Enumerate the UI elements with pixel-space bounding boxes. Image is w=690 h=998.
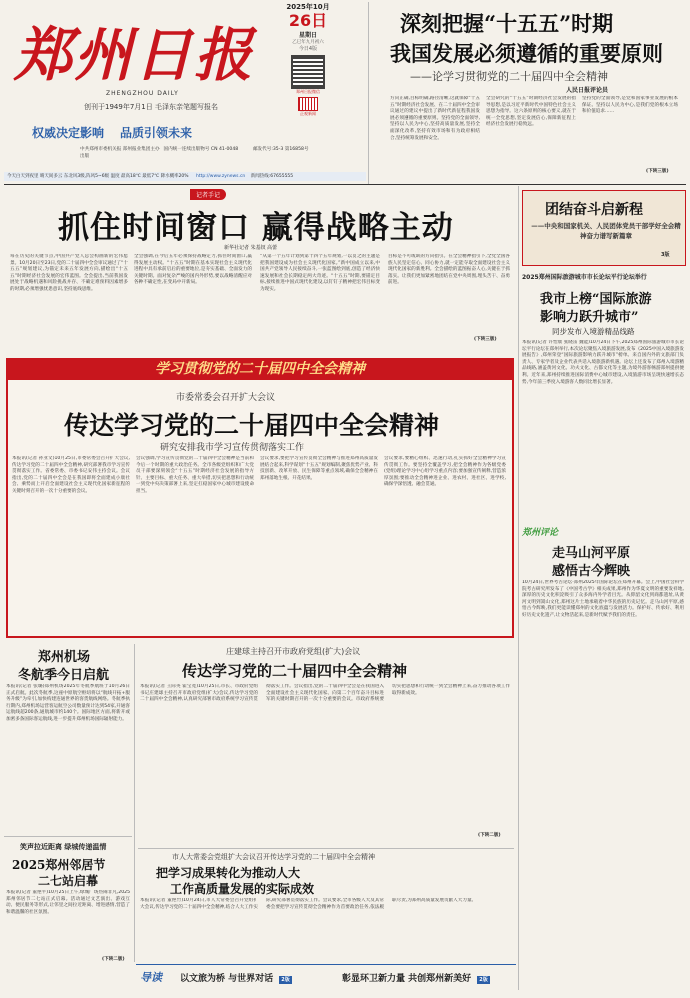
sponsor-line: 中共郑州市委机关报 郑州报业集团主办出版: [80, 147, 160, 159]
airport-title-2[interactable]: 冬航季今日启航: [18, 668, 110, 683]
lead-commentary: [370, 4, 688, 182]
neighbor-kicker: 笑声拉近距离 绿城传递温情: [20, 843, 107, 851]
airport-title-1[interactable]: 郑州机场: [38, 650, 91, 665]
website-link[interactable]: http://www.zynews.cn: [196, 174, 246, 179]
feature-box: [6, 358, 514, 638]
government-meeting-story: [138, 644, 514, 844]
commentary-body-1: 方向正确,目标明确,路径清晰,这就保障“十五五”时期经济社会发展、在二十届四中全会审议通过的建议中提出了新时代新征程我国发展必须遵循的重要原则。坚持党的全面领导,坚持以人民为中心,坚持高质量发展,坚持全面深化改革,坚持有效市场和有为政府相结合,坚持统筹发展和安全。: [390, 96, 480, 141]
commentary-small: [522, 520, 686, 988]
footer-nav-item-1-label: 以文旅为桥 与世界对话: [180, 974, 274, 984]
issn-line: 国内统一连续出版物号 CN 41-0048: [163, 147, 239, 152]
tag-label: 记者手记: [196, 192, 221, 199]
neighbor-title-2[interactable]: 二七站启幕: [38, 874, 99, 888]
commentary-title-line1[interactable]: 深刻把握“十五五”时期: [400, 11, 614, 36]
tourism-title-2[interactable]: 影响力跃升城市”: [540, 310, 639, 325]
feature-col1: 本报讯(记者 孙亚文)10月25日,市委常委会召开扩大会议,传达学习党的二十届四中全会精神,研究部署我市学习宣传贯彻落实工作。省委常委、市委书记安伟主持会议。会议指出,党的二十届四中全会是在我国即将全面建成小康社会、乘势而上开启全面建设社会主义现代化国家新征程的关键时刻召开的一次十分重要的会议。: [12, 456, 130, 494]
right-rail-feature: [522, 190, 686, 266]
main-headline-col1: 每在历史的关键节点,中国共产党人总会构画新的宏伟愿景。10月20日至23日,党的二十届四中全会审议通过了“十五五”规划建议,为锚定未来五年发展方向,描绘出“十五五”时期经济社会发展的宏伟蓝图。全会提出,当前我国发展处于战略机遇和风险挑战并存、不确定难预料因素增多的时期,必须增强忧患意识,坚持底线思维。: [10, 254, 128, 292]
npc-story: [138, 848, 514, 962]
tourism-title-1[interactable]: 我市上榜“国际旅游: [540, 292, 652, 307]
lunar-date: 乙巳年九月初六: [292, 40, 324, 45]
footer-nav-item-2-label: 彰显环卫新力量 共创郑州新美好: [342, 974, 472, 984]
footer-nav: [136, 964, 516, 990]
footer-nav-item-2[interactable]: [342, 971, 490, 984]
government-kicker: 庄建球主持召开市政府党组(扩大)会议: [226, 647, 361, 656]
qr-code-icon-2[interactable]: [298, 97, 318, 111]
weather-text: 今天白天到夜里 晴天间多云 东北风3级,阵风5~6级 温度 最高18℃ 最低7℃ 降水概率20%: [7, 174, 189, 179]
date-box: [276, 2, 340, 114]
feature-col4: 会议要求,要精心组织、迅速行动,扎实抓好全会精神学习宣传贯彻工作。要坚持全覆盖学习,把全会精神作为各级党委(党组)理论学习中心组学习重点内容;要加强宣传阐释,营造浓厚氛围;要推动全会精神进企业、进农村、进社区、进学校,确保学深悟透、融会贯通。: [384, 456, 506, 488]
commentary-continued: (下转三版): [646, 169, 669, 174]
feature-col3: 会议要求,要把学习宣传贯彻全会精神与推进郑州高质量发展结合起来,科学谋划“十五五”规划编制,聚焦优势产业、科技创新、改革开放、民生保障等重点领域,确保全会精神在郑州落地生根、开花结果。: [260, 456, 378, 481]
newspaper-pinyin: ZHENGZHOU DAILY: [106, 90, 179, 97]
commentary-body-2: 全会研究的“十五五”时期经济社会发展的指导思想,是以习近平新时代中国特色社会主义思想为指导。这六条原则的核心要义,就在于统一全党思想,坚定发展信心,保障新征程上经济社会发展行稳致远。: [486, 96, 576, 128]
main-headline-title[interactable]: 抓住时间窗口 赢得战略主动: [58, 210, 454, 246]
feature-col2: 会议强调,学习宣传贯彻党的二十届四中全会精神是当前和今后一个时期的重大政治任务。全市各级党组织和广大党员干部要深刻领会“十五五”时期经济社会发展的指导方针、主要目标、重大任务、重大举措,切实把思想和行动统一到党中央决策部署上来,坚定扛稳国家中心城市建设使命担当。: [136, 456, 254, 494]
tourism-subtitle: 同步发布入境游精品线路: [552, 327, 635, 336]
commentary-small-title-2[interactable]: 感悟古今辉映: [552, 564, 631, 579]
government-title[interactable]: 传达学习党的二十届四中全会精神: [182, 662, 408, 680]
issue-code: 邮发代号:35-3 第16858号: [252, 147, 309, 152]
commentary-title-line2[interactable]: 我国发展必须遵循的重要原则: [390, 41, 663, 66]
commentary-small-body: 10月24日,世界考古论坛·郑州2025年国际论坛在郑州开幕。会上,中国社会科学院考古研究所发布了《中国考古学》相关成果,郑州作为华夏文明的重要发祥地,深厚的历史文化积淀吸引了众多海内外学者目光。从仰韶文化到商都遗址,从黄河文明到嵩山文化,郑州这片土地承载着中华民族的历史记忆。走马山河平原,感悟古今辉映,我们更能读懂郑州的文化底蕴与发展活力。保护好、传承好、利用好历史文化遗产,让文物活起来,是新时代赋予我们的责任。: [522, 580, 684, 618]
commentary-subtitle: ——论学习贯彻党的二十届四中全会精神: [410, 70, 608, 83]
main-headline-byline: 新华社记者 朱基钗 高蕾: [224, 245, 278, 251]
commentary-small-title-1[interactable]: 走马山河平原: [552, 546, 631, 561]
qr-code-icon[interactable]: [291, 55, 325, 89]
neighbor-body: 本报讯(记者 董艳平)10月25日上午,绿城广场热闹非凡,2025郑州邻居节二七站正式启幕。活动通过文艺演出、游戏互动、便民服务等形式,让邻里之间拉近距离、增进感情,营造了和谐温馨的社区氛围。: [6, 890, 130, 915]
footer-nav-label: 导读: [140, 971, 162, 984]
airport-body: 本报讯(记者 张璐)郑州机场2025年冬航季航班于10月26日正式启航。此次冬航季,这座中原航空枢纽将以“航线开拓+服务升级”为牵引,加快构建连通世界的客货航线网络。冬航季执行期内,郑州机场运营客运航空公司数量预计达到54家,开通客运航线超200条,通航城市约140个。国际地区方面,将新开或加密多条国际客运航线,进一步提升郑州机场国际辐射能力。: [6, 684, 130, 722]
right-rail-page: 3版: [661, 252, 670, 258]
publisher-bar: [80, 146, 340, 168]
government-body: 本报讯(记者 王际英 霍宝宽)10月25日,市长、市政府党组书记庄建球主持召开市政府党组(扩大)会议,传达学习党的二十届四中全会精神,认真研究部署市政府系统学习宣传贯彻落实工作。会议指出,党的二十届四中全会是在我国进入全面建设社会主义现代化国家、向第二个百年奋斗目标进军的关键时期召开的一次十分重要的会议。市政府系统要切实把思想和行动统一到全会精神上来,奋力推动各项工作取得新成效。: [140, 684, 510, 703]
main-headline-col2: 全会强调,在今后五年必须保持战略定力,抓住时间窗口,赢得发展主动权。“十五五”时期在基本实现社会主义现代化进程中具有承前启后的重要地位,是夯实基础、全面发力的关键时期。面对复杂严峻的国内外形势,要以战略清醒应对各种不确定性,在变局中开新局。: [134, 254, 252, 286]
qr-caption: 郑州日报微信: [296, 89, 320, 94]
slogan-right: 品质引领未来: [120, 126, 193, 140]
neighbor-title-1[interactable]: 2025郑州邻居节: [12, 858, 106, 872]
weather-strip: [4, 172, 366, 181]
commentary-body-3: 坚持党的全面领导,是党和国家事业发展的根本保证。坚持以人民为中心,是我们党的根本立场和价值追求……: [582, 96, 678, 115]
left-column: [4, 644, 132, 964]
footer-nav-item-1[interactable]: [180, 971, 292, 984]
footer-nav-item-2-page: 2版: [479, 977, 488, 983]
commentary-tag: [522, 520, 592, 536]
neighbor-continued: (下转二版): [102, 957, 125, 962]
npc-kicker: 市人大常委会党组扩大会议召开传达学习党的二十届四中全会精神: [172, 853, 375, 861]
main-headline-col4: 目标是不可或缺的方向指引。在全会精神指引下,全党全国各族人民坚定信心、同心协力,就一定能夺取全面建设社会主义现代化国家的新胜利。全会描绘的蓝图振奋人心,关键在于抓落实。让我们更加紧密地团结在党中央周围,埋头苦干、奋勇前进。: [388, 254, 510, 286]
tourism-kicker: 2025郑州国际旅游城市市长论坛平行论坛举行: [522, 274, 647, 281]
tourism-body: 本报讯(记者 许怡康 张晓雷 魏能)10月24日下午,2025郑州国际旅游城市市长论坛平行论坛在郑州举行,本次论坛聚焦入境旅游发展,发布《2025中国入境旅游发展报告》,郑州荣登“国际旅游影响力跃升城市”榜单。来自国内外的文旅部门负责人、专家学者及企业代表共话入境旅游新机遇。论坛上还发布了郑州入境游精品线路,涵盖黄河文化、功夫文化、古都文化等主题,为境外游客畅游郑州提供便利。近年来,郑州持续推进国际消费中心城市建设,入境旅游市场呈现快速增长态势,今年前三季度入境游客人数同比增长显著。: [522, 340, 684, 385]
main-headline-col3: “从第一个五年计划到第十四个五年规划,一以贯之的主题是把我国建设成为社会主义现代化国家。”新中国成立以来,中国共产党领导人民接续奋斗,一张蓝图绘到底,创造了经济快速发展和社会长期稳定两大奇迹。“十五五”时期,要锚定目标,接续推进中国式现代化建设,以钉钉子精神把宏伟目标变为现实。: [260, 254, 380, 292]
feature-kicker: 市委常委会召开扩大会议: [176, 393, 276, 403]
feature-banner: [6, 358, 514, 380]
npc-body: 本报讯(记者 董艳竹)10月24日,市人大常委会召开党组扩大会议,传达学习党的二十届四中全会精神,结合人大工作实际,研究部署贯彻落实工作。会议要求,全市各级人大及其常委会要把学习宣传贯彻全会精神作为首要政治任务,依法履职尽责,为郑州高质量发展贡献人大力量。: [140, 898, 477, 910]
commentary-byline: 人民日报评论员: [566, 87, 609, 94]
government-continued: (下转二版): [478, 833, 501, 838]
page-count: 今日4版: [298, 46, 318, 52]
reporter-note-tag: [190, 189, 226, 200]
right-rail-subtitle: ——中央和国家机关、人民团体党员干部学好全会精神奋力谱写新篇章: [531, 222, 681, 240]
feature-title[interactable]: 传达学习党的二十届四中全会精神: [64, 411, 440, 440]
newspaper-title: 郑州日报: [14, 21, 255, 89]
hotline: 新闻热线:67655555: [250, 174, 294, 179]
feature-subtitle: 研究安排我市学习宣传贯彻落实工作: [160, 443, 305, 453]
date-year-month: 2025年10月: [286, 3, 330, 11]
tourism-story: [522, 272, 686, 512]
commentary-tag-label: 郑州评论: [522, 528, 559, 538]
qr-caption-2: 正观新闻: [300, 111, 316, 116]
main-headline-block: [4, 188, 516, 348]
founded-line: 创刊于1949年7月1日 毛泽东亲笔题写报名: [84, 103, 218, 111]
footer-nav-item-1-page: 2版: [281, 977, 290, 983]
npc-title-2[interactable]: 工作高质量发展的实际成效: [170, 882, 315, 896]
feature-banner-text: 学习贯彻党的二十届四中全会精神: [155, 361, 365, 377]
npc-title-1[interactable]: 把学习成果转化为推动人大: [156, 866, 301, 880]
weekday: 星期日: [298, 32, 317, 39]
main-headline-continued: (下转三版): [474, 337, 497, 342]
date-day: 26日: [288, 11, 328, 30]
slogan-left: 权威决定影响: [32, 126, 105, 140]
right-rail-title[interactable]: 团结奋斗启新程: [545, 202, 643, 218]
